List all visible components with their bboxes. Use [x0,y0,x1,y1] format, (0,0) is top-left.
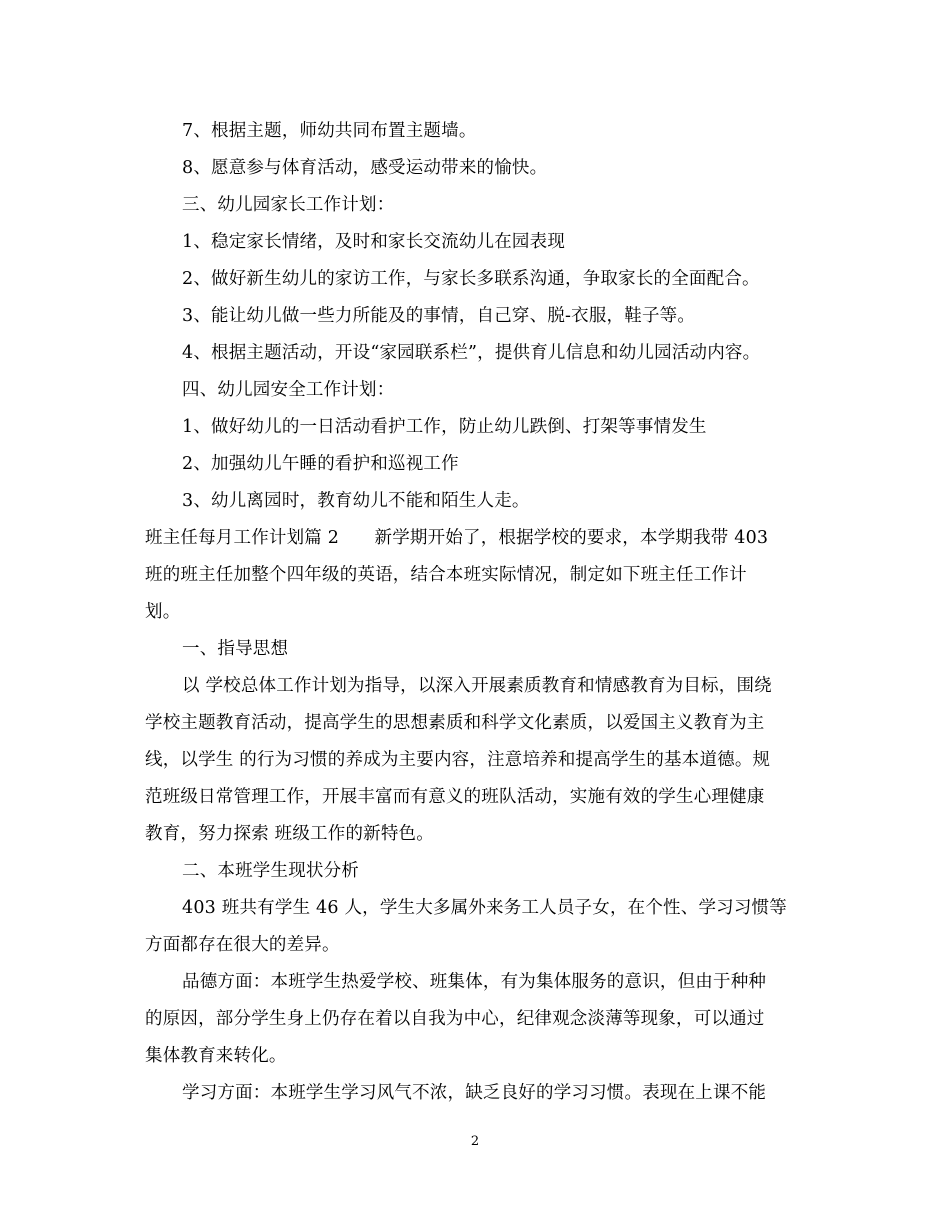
paragraph-line: 3、能让幼儿做一些力所能及的事情，自己穿、脱-衣服，鞋子等。 [182,306,696,326]
paragraph-line: 线，以学生 的行为习惯的养成为主要内容，注意培养和提高学生的基本道德。规 [145,750,771,770]
paragraph-line: 2、加强幼儿午睡的看护和巡视工作 [182,454,459,474]
section-heading: 四、幼儿园安全工作计划： [182,380,395,400]
article-title-line: 班主任每月工作计划篇 2 新学期开始了，根据学校的要求，本学期我带 403 [145,528,769,548]
paragraph-line: 3、幼儿离园时，教育幼儿不能和陌生人走。 [182,491,530,511]
paragraph-line: 1、做好幼儿的一日活动看护工作，防止幼儿跌倒、打架等事情发生 [182,417,707,437]
paragraph-line: 4、根据主题活动，开设“家园联系栏”，提供育儿信息和幼儿园活动内容。 [182,343,761,363]
paragraph-line: 2、做好新生幼儿的家访工作，与家长多联系沟通，争取家长的全面配合。 [182,269,760,289]
paragraph-line: 品德方面：本班学生热爱学校、班集体，有为集体服务的意识，但由于种种 [182,972,767,992]
section-heading: 一、指导思想 [182,639,289,659]
paragraph-line: 8、愿意参与体育活动，感受运动带来的愉快。 [182,158,548,178]
paragraph-line: 集体教育来转化。 [145,1046,287,1066]
paragraph-line: 1、稳定家长情绪，及时和家长交流幼儿在园表现 [182,232,566,252]
paragraph-line: 教育，努力探索 班级工作的新特色。 [145,824,434,844]
paragraph-line: 的原因，部分学生身上仍存在着以自我为中心，纪律观念淡薄等现象，可以通过 [145,1009,765,1029]
paragraph-line: 班的班主任加整个四年级的英语，结合本班实际情况，制定如下班主任工作计 [145,565,747,585]
paragraph-line: 7、根据主题，师幼共同布置主题墙。 [182,121,477,141]
paragraph-line: 范班级日常管理工作，开展丰富而有意义的班队活动，实施有效的学生心理健康 [145,787,765,807]
paragraph-line: 403 班共有学生 46 人，学生大多属外来务工人员子女，在个性、学习习惯等 [182,898,787,918]
paragraph-line: 学习方面：本班学生学习风气不浓，缺乏良好的学习习惯。表现在上课不能 [182,1083,767,1103]
paragraph-line: 方面都存在很大的差异。 [145,935,340,955]
page-number: 2 [470,1134,480,1149]
paragraph-line: 划。 [145,602,181,622]
paragraph-line: 学校主题教育活动，提高学生的思想素质和科学文化素质，以爱国主义教育为主 [145,713,765,733]
section-heading: 三、幼儿园家长工作计划： [182,195,395,215]
paragraph-line: 以 学校总体工作计划为指导，以深入开展素质教育和情感教育为目标，围绕 [182,676,772,696]
section-heading: 二、本班学生现状分析 [182,861,359,881]
